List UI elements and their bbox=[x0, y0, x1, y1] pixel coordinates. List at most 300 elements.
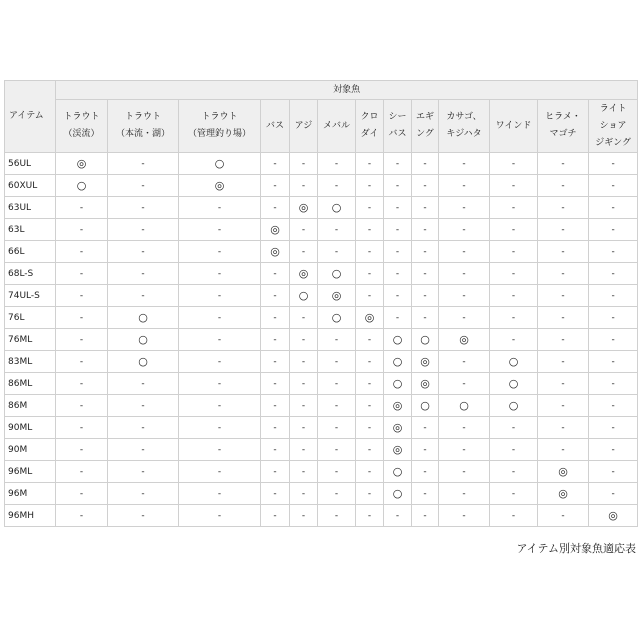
not-applicable-mark: - bbox=[273, 400, 277, 411]
not-applicable-mark: - bbox=[561, 268, 565, 279]
not-applicable-mark: - bbox=[334, 466, 339, 477]
suitability-cell bbox=[412, 461, 439, 483]
good-mark: ○ bbox=[508, 398, 519, 412]
suitability-cell bbox=[439, 219, 490, 241]
not-applicable-mark: - bbox=[462, 378, 466, 389]
suitability-cell bbox=[412, 417, 439, 439]
not-applicable-mark: - bbox=[367, 378, 372, 389]
not-applicable-mark: - bbox=[301, 444, 306, 455]
not-applicable-mark: - bbox=[367, 202, 372, 213]
suitability-cell bbox=[108, 417, 179, 439]
not-applicable-mark: - bbox=[79, 246, 84, 257]
suitability-cell bbox=[179, 175, 261, 197]
suitability-cell bbox=[538, 153, 589, 175]
suitability-cell bbox=[179, 461, 261, 483]
suitability-cell bbox=[589, 329, 638, 351]
fish-column-header-line: クロ bbox=[360, 112, 379, 122]
fish-column-header-line: トラウト bbox=[124, 112, 161, 122]
good-mark: ○ bbox=[392, 354, 403, 368]
not-applicable-mark: - bbox=[273, 510, 277, 521]
not-applicable-mark: - bbox=[301, 510, 306, 521]
excellent-mark: ◎ bbox=[608, 508, 618, 522]
not-applicable-mark: - bbox=[561, 510, 565, 521]
not-applicable-mark: - bbox=[217, 290, 222, 301]
suitability-cell bbox=[56, 153, 108, 175]
suitability-cell bbox=[439, 307, 490, 329]
not-applicable-mark: - bbox=[301, 334, 306, 345]
not-applicable-mark: - bbox=[462, 268, 466, 279]
not-applicable-mark: - bbox=[423, 466, 427, 477]
suitability-cell bbox=[412, 285, 439, 307]
suitability-cell bbox=[356, 263, 384, 285]
suitability-cell bbox=[108, 461, 179, 483]
not-applicable-mark: - bbox=[511, 312, 516, 323]
table-row bbox=[5, 285, 638, 307]
not-applicable-mark: - bbox=[561, 246, 565, 257]
suitability-cell bbox=[384, 219, 412, 241]
suitability-cell bbox=[56, 395, 108, 417]
suitability-cell bbox=[412, 505, 439, 527]
table-row bbox=[5, 373, 638, 395]
not-applicable-mark: - bbox=[561, 356, 565, 367]
not-applicable-mark: - bbox=[334, 422, 339, 433]
suitability-cell bbox=[439, 241, 490, 263]
fish-column-header bbox=[108, 100, 179, 153]
not-applicable-mark: - bbox=[423, 444, 427, 455]
suitability-cell bbox=[318, 197, 356, 219]
not-applicable-mark: - bbox=[273, 356, 277, 367]
excellent-mark: ◎ bbox=[392, 398, 403, 412]
suitability-cell bbox=[412, 263, 439, 285]
suitability-cell bbox=[179, 505, 261, 527]
suitability-cell bbox=[56, 439, 108, 461]
fish-column-header-line: シー bbox=[388, 112, 407, 122]
not-applicable-mark: - bbox=[367, 268, 372, 279]
suitability-cell bbox=[261, 395, 290, 417]
suitability-cell bbox=[290, 439, 318, 461]
not-applicable-mark: - bbox=[561, 334, 565, 345]
item-name-cell: 96MH bbox=[5, 505, 56, 527]
good-mark: ○ bbox=[331, 266, 342, 280]
not-applicable-mark: - bbox=[367, 224, 372, 235]
not-applicable-mark: - bbox=[611, 444, 615, 455]
suitability-cell bbox=[318, 395, 356, 417]
suitability-cell bbox=[490, 373, 538, 395]
excellent-mark: ◎ bbox=[420, 376, 430, 390]
good-mark: ○ bbox=[76, 178, 87, 192]
suitability-cell bbox=[56, 461, 108, 483]
not-applicable-mark: - bbox=[79, 356, 84, 367]
suitability-cell bbox=[261, 197, 290, 219]
not-applicable-mark: - bbox=[395, 510, 400, 521]
suitability-cell bbox=[261, 219, 290, 241]
good-mark: ○ bbox=[298, 288, 309, 302]
not-applicable-mark: - bbox=[611, 422, 615, 433]
suitability-cell bbox=[356, 241, 384, 263]
suitability-cell bbox=[318, 241, 356, 263]
not-applicable-mark: - bbox=[334, 400, 339, 411]
suitability-cell bbox=[290, 461, 318, 483]
suitability-cell bbox=[538, 483, 589, 505]
good-mark: ○ bbox=[392, 464, 403, 478]
not-applicable-mark: - bbox=[273, 158, 277, 169]
not-applicable-mark: - bbox=[217, 202, 222, 213]
not-applicable-mark: - bbox=[511, 268, 516, 279]
table-row bbox=[5, 505, 638, 527]
good-mark: ○ bbox=[459, 398, 469, 412]
suitability-cell bbox=[108, 439, 179, 461]
good-mark: ○ bbox=[392, 486, 403, 500]
suitability-cell bbox=[179, 329, 261, 351]
not-applicable-mark: - bbox=[273, 444, 277, 455]
not-applicable-mark: - bbox=[395, 246, 400, 257]
not-applicable-mark: - bbox=[334, 356, 339, 367]
suitability-cell bbox=[318, 263, 356, 285]
suitability-cell bbox=[538, 373, 589, 395]
suitability-cell bbox=[318, 417, 356, 439]
item-header: アイテム bbox=[5, 81, 56, 153]
not-applicable-mark: - bbox=[462, 488, 466, 499]
suitability-cell bbox=[490, 461, 538, 483]
not-applicable-mark: - bbox=[79, 378, 84, 389]
not-applicable-mark: - bbox=[141, 202, 145, 213]
item-name-cell: 76L bbox=[5, 307, 56, 329]
suitability-cell bbox=[490, 307, 538, 329]
suitability-cell bbox=[439, 263, 490, 285]
suitability-cell bbox=[439, 439, 490, 461]
item-name-cell: 86ML bbox=[5, 373, 56, 395]
not-applicable-mark: - bbox=[334, 510, 339, 521]
table-row bbox=[5, 219, 638, 241]
table-row bbox=[5, 329, 638, 351]
suitability-cell bbox=[384, 461, 412, 483]
not-applicable-mark: - bbox=[367, 488, 372, 499]
not-applicable-mark: - bbox=[511, 422, 516, 433]
suitability-cell bbox=[290, 329, 318, 351]
fish-column-header-line: アジ bbox=[294, 120, 313, 131]
suitability-cell bbox=[589, 219, 638, 241]
suitability-cell bbox=[589, 505, 638, 527]
excellent-mark: ◎ bbox=[270, 222, 280, 236]
suitability-cell bbox=[356, 153, 384, 175]
good-mark: ○ bbox=[420, 332, 430, 346]
suitability-cell bbox=[384, 329, 412, 351]
not-applicable-mark: - bbox=[141, 378, 145, 389]
table-row bbox=[5, 241, 638, 263]
suitability-cell bbox=[538, 461, 589, 483]
suitability-cell bbox=[318, 175, 356, 197]
not-applicable-mark: - bbox=[217, 246, 222, 257]
excellent-mark: ◎ bbox=[364, 310, 375, 324]
not-applicable-mark: - bbox=[423, 268, 427, 279]
suitability-cell bbox=[318, 483, 356, 505]
suitability-cell bbox=[384, 395, 412, 417]
not-applicable-mark: - bbox=[79, 312, 84, 323]
table-body bbox=[5, 153, 638, 527]
not-applicable-mark: - bbox=[423, 224, 427, 235]
excellent-mark: ◎ bbox=[392, 442, 403, 456]
suitability-cell bbox=[538, 219, 589, 241]
compatibility-table-wrapper bbox=[4, 80, 637, 527]
suitability-cell bbox=[412, 175, 439, 197]
not-applicable-mark: - bbox=[217, 422, 222, 433]
not-applicable-mark: - bbox=[423, 290, 427, 301]
table-row bbox=[5, 307, 638, 329]
target-fish-header: 対象魚 bbox=[56, 81, 638, 100]
suitability-cell bbox=[412, 307, 439, 329]
fish-column-header-line: キジハタ bbox=[446, 129, 482, 139]
suitability-cell bbox=[356, 461, 384, 483]
suitability-cell bbox=[56, 373, 108, 395]
suitability-cell bbox=[412, 219, 439, 241]
excellent-mark: ◎ bbox=[270, 244, 280, 258]
not-applicable-mark: - bbox=[273, 202, 277, 213]
suitability-cell bbox=[108, 351, 179, 373]
table-row bbox=[5, 263, 638, 285]
not-applicable-mark: - bbox=[79, 290, 84, 301]
suitability-cell bbox=[538, 439, 589, 461]
suitability-cell bbox=[108, 263, 179, 285]
suitability-cell bbox=[538, 417, 589, 439]
suitability-cell bbox=[108, 329, 179, 351]
suitability-cell bbox=[412, 153, 439, 175]
suitability-cell bbox=[439, 395, 490, 417]
suitability-cell bbox=[356, 395, 384, 417]
suitability-cell bbox=[384, 241, 412, 263]
suitability-cell bbox=[318, 153, 356, 175]
fish-column-header bbox=[589, 100, 638, 153]
not-applicable-mark: - bbox=[273, 334, 277, 345]
item-name-cell: 74UL-S bbox=[5, 285, 56, 307]
suitability-cell bbox=[384, 307, 412, 329]
not-applicable-mark: - bbox=[511, 466, 516, 477]
suitability-cell bbox=[490, 395, 538, 417]
suitability-cell bbox=[589, 307, 638, 329]
suitability-cell bbox=[439, 417, 490, 439]
not-applicable-mark: - bbox=[395, 312, 400, 323]
excellent-mark: ◎ bbox=[298, 266, 309, 280]
suitability-cell bbox=[261, 153, 290, 175]
suitability-cell bbox=[179, 285, 261, 307]
not-applicable-mark: - bbox=[79, 334, 84, 345]
not-applicable-mark: - bbox=[334, 488, 339, 499]
suitability-cell bbox=[56, 505, 108, 527]
not-applicable-mark: - bbox=[273, 488, 277, 499]
suitability-cell bbox=[356, 285, 384, 307]
suitability-cell bbox=[56, 241, 108, 263]
fish-column-header-line: ダイ bbox=[360, 129, 379, 139]
not-applicable-mark: - bbox=[217, 400, 222, 411]
fish-column-header-line: マゴチ bbox=[549, 129, 577, 139]
not-applicable-mark: - bbox=[301, 312, 306, 323]
suitability-cell bbox=[589, 373, 638, 395]
suitability-cell bbox=[56, 263, 108, 285]
fish-column-header bbox=[490, 100, 538, 153]
suitability-cell bbox=[56, 483, 108, 505]
suitability-cell bbox=[56, 351, 108, 373]
suitability-cell bbox=[261, 373, 290, 395]
table-row bbox=[5, 417, 638, 439]
not-applicable-mark: - bbox=[511, 180, 516, 191]
suitability-cell bbox=[490, 505, 538, 527]
suitability-cell bbox=[490, 197, 538, 219]
suitability-cell bbox=[490, 439, 538, 461]
not-applicable-mark: - bbox=[395, 158, 400, 169]
suitability-cell bbox=[290, 483, 318, 505]
not-applicable-mark: - bbox=[511, 444, 516, 455]
not-applicable-mark: - bbox=[462, 510, 466, 521]
suitability-cell bbox=[538, 307, 589, 329]
not-applicable-mark: - bbox=[79, 268, 84, 279]
not-applicable-mark: - bbox=[141, 158, 145, 169]
not-applicable-mark: - bbox=[301, 466, 306, 477]
good-mark: ○ bbox=[331, 310, 342, 324]
suitability-cell bbox=[179, 395, 261, 417]
not-applicable-mark: - bbox=[141, 268, 145, 279]
not-applicable-mark: - bbox=[367, 356, 372, 367]
suitability-cell bbox=[589, 153, 638, 175]
fish-column-header-line: ジギング bbox=[595, 137, 631, 148]
not-applicable-mark: - bbox=[611, 180, 615, 191]
suitability-cell bbox=[538, 263, 589, 285]
fish-column-header bbox=[318, 100, 356, 153]
good-mark: ○ bbox=[138, 354, 148, 368]
table-row bbox=[5, 175, 638, 197]
suitability-cell bbox=[439, 197, 490, 219]
fish-column-header-line: トラウト bbox=[201, 112, 238, 122]
not-applicable-mark: - bbox=[273, 268, 277, 279]
fish-column-header bbox=[356, 100, 384, 153]
not-applicable-mark: - bbox=[511, 202, 516, 213]
excellent-mark: ◎ bbox=[420, 354, 430, 368]
suitability-cell bbox=[290, 153, 318, 175]
not-applicable-mark: - bbox=[511, 224, 516, 235]
item-name-cell: 63L bbox=[5, 219, 56, 241]
suitability-cell bbox=[538, 175, 589, 197]
suitability-cell bbox=[589, 175, 638, 197]
item-name-cell: 90M bbox=[5, 439, 56, 461]
not-applicable-mark: - bbox=[611, 400, 615, 411]
suitability-cell bbox=[108, 395, 179, 417]
not-applicable-mark: - bbox=[561, 202, 565, 213]
fish-column-header-line: トラウト bbox=[63, 112, 100, 122]
not-applicable-mark: - bbox=[301, 180, 306, 191]
suitability-cell bbox=[108, 307, 179, 329]
fish-column-header bbox=[290, 100, 318, 153]
item-name-cell: 68L-S bbox=[5, 263, 56, 285]
suitability-cell bbox=[290, 197, 318, 219]
suitability-cell bbox=[261, 263, 290, 285]
suitability-cell bbox=[290, 307, 318, 329]
suitability-cell bbox=[356, 219, 384, 241]
suitability-cell bbox=[538, 285, 589, 307]
suitability-cell bbox=[384, 351, 412, 373]
not-applicable-mark: - bbox=[301, 158, 306, 169]
suitability-cell bbox=[318, 461, 356, 483]
fish-column-header-line: バス bbox=[388, 129, 407, 139]
not-applicable-mark: - bbox=[611, 312, 615, 323]
not-applicable-mark: - bbox=[395, 202, 400, 213]
suitability-cell bbox=[490, 219, 538, 241]
not-applicable-mark: - bbox=[367, 246, 372, 257]
not-applicable-mark: - bbox=[462, 158, 466, 169]
suitability-cell bbox=[56, 219, 108, 241]
fish-column-header bbox=[384, 100, 412, 153]
suitability-cell bbox=[56, 307, 108, 329]
not-applicable-mark: - bbox=[301, 488, 306, 499]
not-applicable-mark: - bbox=[611, 334, 615, 345]
not-applicable-mark: - bbox=[141, 400, 145, 411]
not-applicable-mark: - bbox=[273, 378, 277, 389]
not-applicable-mark: - bbox=[334, 158, 339, 169]
item-name-cell: 76ML bbox=[5, 329, 56, 351]
not-applicable-mark: - bbox=[141, 466, 145, 477]
not-applicable-mark: - bbox=[141, 180, 145, 191]
suitability-cell bbox=[439, 329, 490, 351]
not-applicable-mark: - bbox=[462, 444, 466, 455]
excellent-mark: ◎ bbox=[558, 464, 568, 478]
fish-column-header bbox=[261, 100, 290, 153]
not-applicable-mark: - bbox=[334, 334, 339, 345]
not-applicable-mark: - bbox=[367, 180, 372, 191]
fish-column-header-line: ショア bbox=[599, 120, 627, 131]
suitability-cell bbox=[490, 351, 538, 373]
suitability-cell bbox=[56, 175, 108, 197]
suitability-cell bbox=[490, 285, 538, 307]
suitability-cell bbox=[356, 505, 384, 527]
suitability-cell bbox=[318, 219, 356, 241]
not-applicable-mark: - bbox=[462, 466, 466, 477]
not-applicable-mark: - bbox=[395, 224, 400, 235]
not-applicable-mark: - bbox=[423, 312, 427, 323]
not-applicable-mark: - bbox=[462, 202, 466, 213]
not-applicable-mark: - bbox=[141, 422, 145, 433]
fish-column-headers bbox=[5, 100, 638, 153]
not-applicable-mark: - bbox=[334, 224, 339, 235]
not-applicable-mark: - bbox=[141, 444, 145, 455]
target-fish-table bbox=[4, 80, 638, 527]
not-applicable-mark: - bbox=[217, 466, 222, 477]
excellent-mark: ◎ bbox=[459, 332, 469, 346]
not-applicable-mark: - bbox=[217, 378, 222, 389]
not-applicable-mark: - bbox=[611, 290, 615, 301]
excellent-mark: ◎ bbox=[214, 178, 225, 192]
item-name-cell: 96M bbox=[5, 483, 56, 505]
table-row bbox=[5, 197, 638, 219]
not-applicable-mark: - bbox=[334, 246, 339, 257]
suitability-cell bbox=[318, 505, 356, 527]
not-applicable-mark: - bbox=[273, 180, 277, 191]
suitability-cell bbox=[108, 285, 179, 307]
not-applicable-mark: - bbox=[141, 224, 145, 235]
not-applicable-mark: - bbox=[611, 488, 615, 499]
not-applicable-mark: - bbox=[79, 466, 84, 477]
suitability-cell bbox=[412, 395, 439, 417]
fish-column-header-line: バス bbox=[265, 120, 284, 131]
suitability-cell bbox=[179, 153, 261, 175]
not-applicable-mark: - bbox=[611, 356, 615, 367]
not-applicable-mark: - bbox=[79, 510, 84, 521]
excellent-mark: ◎ bbox=[392, 420, 403, 434]
not-applicable-mark: - bbox=[395, 290, 400, 301]
suitability-cell bbox=[108, 241, 179, 263]
not-applicable-mark: - bbox=[511, 246, 516, 257]
not-applicable-mark: - bbox=[273, 422, 277, 433]
not-applicable-mark: - bbox=[423, 246, 427, 257]
not-applicable-mark: - bbox=[611, 378, 615, 389]
suitability-cell bbox=[318, 373, 356, 395]
not-applicable-mark: - bbox=[561, 422, 565, 433]
